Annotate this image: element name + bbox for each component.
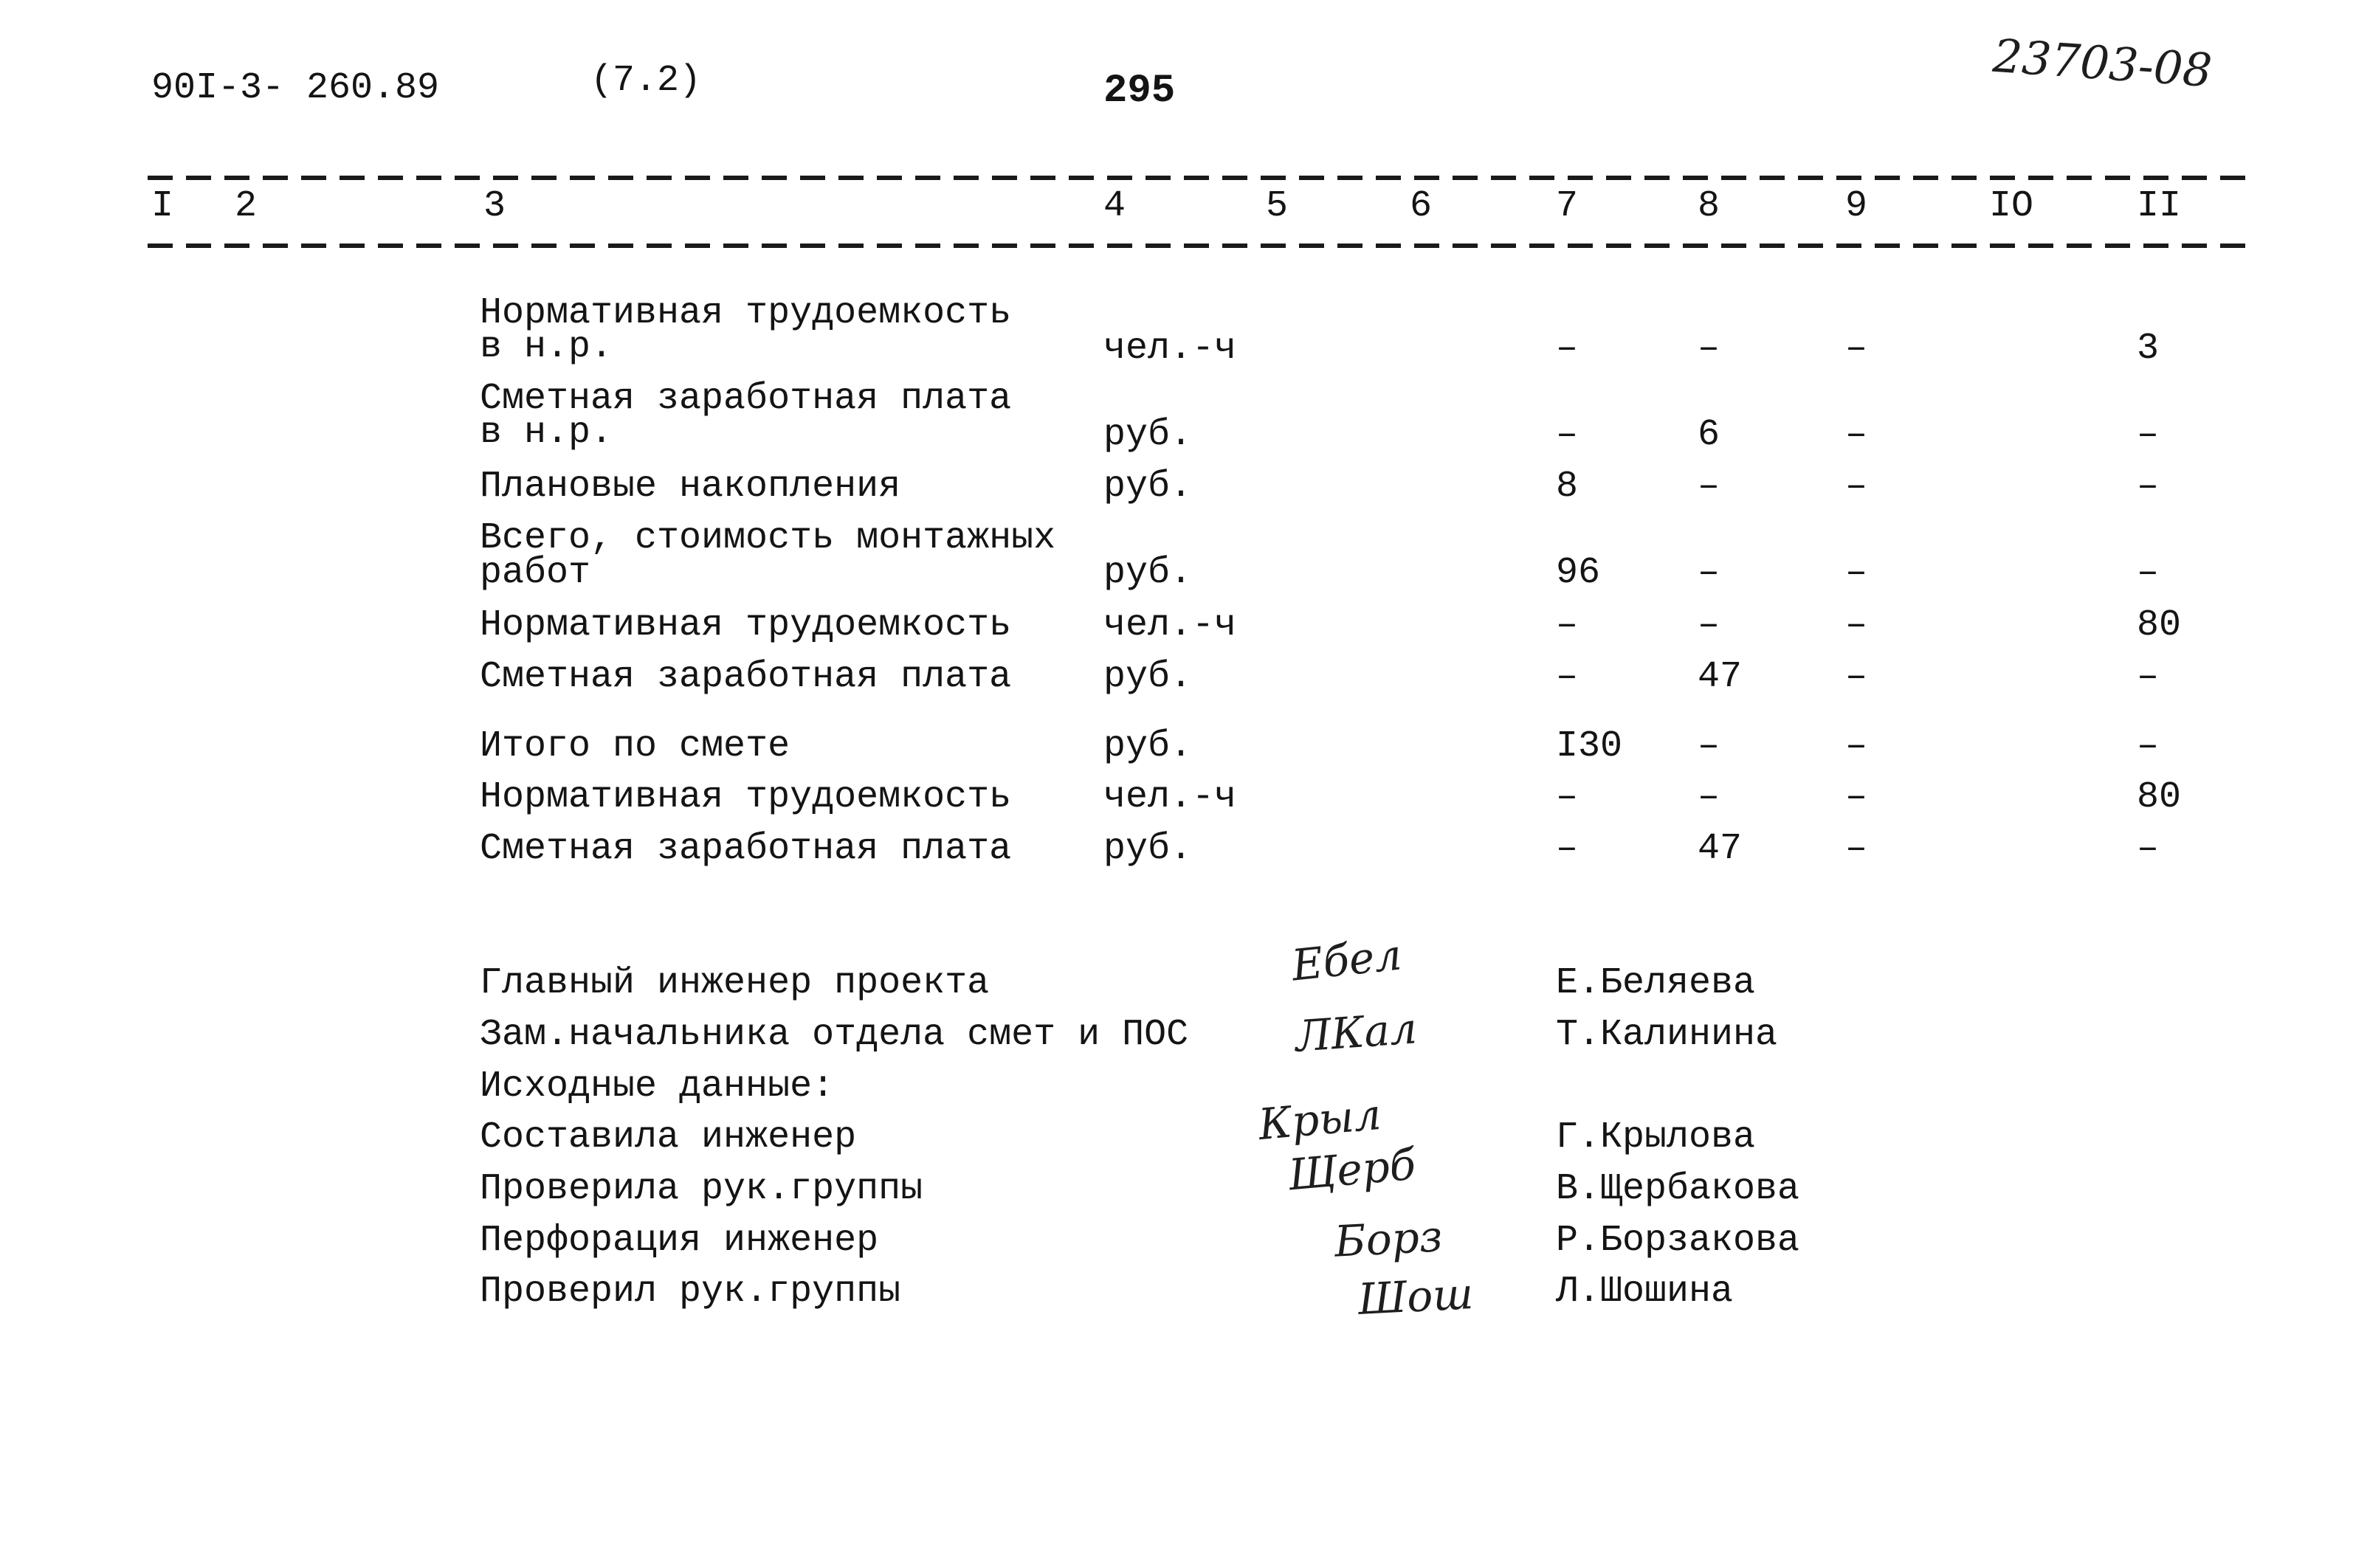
row-value-col7: – bbox=[1556, 828, 1579, 870]
row-unit: руб. bbox=[1103, 828, 1193, 870]
column-header-11: II bbox=[2137, 185, 2182, 227]
row-label: Сметная заработная плата bbox=[480, 656, 1012, 698]
row-label: Плановые накопления bbox=[480, 466, 901, 508]
row-value-col7: – bbox=[1556, 604, 1579, 646]
document-code: 90I-3- 260.89 bbox=[151, 67, 440, 109]
row-unit: руб. bbox=[1103, 552, 1193, 594]
page-number: 295 bbox=[1103, 69, 1176, 114]
row-value-col11: – bbox=[2137, 552, 2160, 594]
signer-role: Проверил рук.группы bbox=[480, 1271, 901, 1313]
row-value-col7: – bbox=[1556, 656, 1579, 698]
row-value-col9: – bbox=[1845, 828, 1868, 870]
handwritten-signature: Крыл bbox=[1256, 1088, 1383, 1150]
header-rule-bottom bbox=[148, 244, 2251, 248]
row-value-col8: – bbox=[1698, 776, 1720, 818]
column-header-1: I bbox=[151, 185, 174, 227]
row-value-col11: – bbox=[2137, 828, 2160, 870]
signer-name: Р.Борзакова bbox=[1556, 1220, 1800, 1262]
column-header-10: IO bbox=[1989, 185, 2034, 227]
handwritten-signature: ЛКал bbox=[1293, 1003, 1419, 1062]
signer-name: Е.Беляева bbox=[1556, 962, 1756, 1004]
row-value-col11: 3 bbox=[2137, 328, 2160, 370]
row-value-col7: – bbox=[1556, 414, 1579, 456]
row-value-col8: – bbox=[1698, 552, 1720, 594]
row-unit: руб. bbox=[1103, 414, 1193, 456]
section-number: (7.2) bbox=[590, 60, 702, 102]
handwritten-signature: Шош bbox=[1357, 1268, 1475, 1325]
handwritten-signature: Борз bbox=[1333, 1211, 1444, 1267]
row-label: Нормативная трудоемкость bbox=[480, 292, 1012, 334]
row-value-col8: – bbox=[1698, 466, 1720, 508]
signer-role: Проверила рук.группы bbox=[480, 1168, 923, 1210]
row-unit: руб. bbox=[1103, 656, 1193, 698]
signer-name: Л.Шошина bbox=[1556, 1271, 1734, 1313]
row-value-col11: – bbox=[2137, 414, 2160, 456]
row-value-col8: 47 bbox=[1698, 828, 1743, 870]
row-label-cont: работ bbox=[480, 552, 591, 594]
signer-role: Составила инженер bbox=[480, 1116, 857, 1158]
row-value-col9: – bbox=[1845, 776, 1868, 818]
column-header-4: 4 bbox=[1103, 185, 1126, 227]
row-value-col9: – bbox=[1845, 466, 1868, 508]
signer-role: Зам.начальника отдела смет и ПОС bbox=[480, 1014, 1189, 1056]
row-value-col7: – bbox=[1556, 328, 1579, 370]
row-label: Сметная заработная плата bbox=[480, 828, 1012, 870]
signer-role: Перфорация инженер bbox=[480, 1220, 879, 1262]
row-value-col7: 96 bbox=[1556, 552, 1601, 594]
row-value-col11: 80 bbox=[2137, 604, 2182, 646]
section-heading: Исходные данные: bbox=[480, 1066, 835, 1108]
handwritten-signature: Ебел bbox=[1289, 929, 1405, 991]
row-unit: руб. bbox=[1103, 725, 1193, 767]
column-header-6: 6 bbox=[1410, 185, 1433, 227]
signer-name: В.Щербакова bbox=[1556, 1168, 1800, 1210]
column-header-2: 2 bbox=[235, 185, 258, 227]
row-unit: чел.-ч bbox=[1103, 776, 1237, 818]
handwritten-signature: Щерб bbox=[1286, 1139, 1418, 1201]
row-value-col8: – bbox=[1698, 604, 1720, 646]
row-value-col8: 6 bbox=[1698, 414, 1720, 456]
row-label: Нормативная трудоемкость bbox=[480, 604, 1012, 646]
row-label-cont: в н.р. bbox=[480, 326, 613, 368]
column-header-7: 7 bbox=[1556, 185, 1579, 227]
row-value-col7: – bbox=[1556, 776, 1579, 818]
row-unit: чел.-ч bbox=[1103, 604, 1237, 646]
row-value-col8: 47 bbox=[1698, 656, 1743, 698]
row-value-col9: – bbox=[1845, 604, 1868, 646]
signer-role: Главный инженер проекта bbox=[480, 962, 990, 1004]
row-value-col9: – bbox=[1845, 656, 1868, 698]
row-value-col9: – bbox=[1845, 725, 1868, 767]
row-value-col8: – bbox=[1698, 328, 1720, 370]
row-value-col8: – bbox=[1698, 725, 1720, 767]
row-label: Всего, стоимость монтажных bbox=[480, 517, 1056, 559]
signer-name: Г.Крылова bbox=[1556, 1116, 1756, 1158]
row-value-col11: – bbox=[2137, 656, 2160, 698]
row-label: Итого по смете bbox=[480, 725, 790, 767]
header-rule-top bbox=[148, 176, 2251, 180]
row-value-col11: 80 bbox=[2137, 776, 2182, 818]
row-label: Нормативная трудоемкость bbox=[480, 776, 1012, 818]
row-value-col9: – bbox=[1845, 328, 1868, 370]
row-value-col7: 8 bbox=[1556, 466, 1579, 508]
row-unit: чел.-ч bbox=[1103, 328, 1237, 370]
row-value-col9: – bbox=[1845, 552, 1868, 594]
stamp-number: 23703-08 bbox=[1991, 28, 2214, 98]
row-unit: руб. bbox=[1103, 466, 1193, 508]
row-value-col11: – bbox=[2137, 725, 2160, 767]
column-header-3: 3 bbox=[483, 185, 506, 227]
row-label-cont: в н.р. bbox=[480, 412, 613, 454]
row-value-col7: I30 bbox=[1556, 725, 1623, 767]
column-header-5: 5 bbox=[1266, 185, 1289, 227]
row-value-col9: – bbox=[1845, 414, 1868, 456]
row-label: Сметная заработная плата bbox=[480, 378, 1012, 420]
column-header-9: 9 bbox=[1845, 185, 1868, 227]
signer-name: Т.Калинина bbox=[1556, 1014, 1778, 1056]
column-header-8: 8 bbox=[1698, 185, 1720, 227]
row-value-col11: – bbox=[2137, 466, 2160, 508]
